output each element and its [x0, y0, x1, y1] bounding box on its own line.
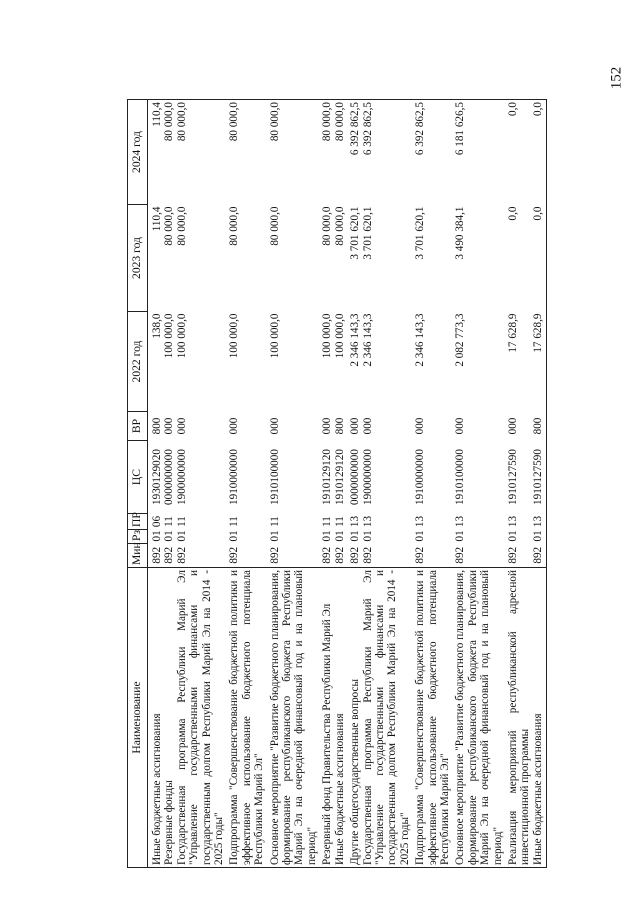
- cell-cs: 1910127590: [506, 449, 519, 505]
- cell-y2022: 100 000,0: [163, 313, 176, 359]
- table-row: [411, 100, 451, 868]
- cell-y2024: 0,0: [532, 100, 547, 205]
- cell-pr: 13: [361, 515, 374, 528]
- cell-cs: 0000000000: [349, 449, 362, 505]
- header-rz: Рз: [128, 530, 148, 544]
- cell-name: Основное мероприятие "Развитие бюджетного планирования, формирование республиканского бюджета Республики Марий Эл на очередной финансовый год и на плановый период": [266, 568, 319, 868]
- cell-pr: 11: [321, 516, 334, 527]
- cell-rz: 01: [506, 530, 519, 542]
- budget-table: [127, 99, 547, 868]
- cell-vr: 000: [163, 417, 176, 435]
- cell-y2023: 110,4: [151, 206, 163, 232]
- cell-name: Подпрограмма "Совершенствование бюджетной политики и эффективное использование бюджетного потенциала Республики Марий Эл": [225, 568, 265, 868]
- cell-y2024: 6 392 862,5: [362, 100, 412, 205]
- cell-y2023: 80 000,0: [228, 206, 241, 246]
- cell-y2022: 2 346 143,3: [349, 313, 362, 367]
- table-row: [176, 100, 226, 868]
- cell-name: Иные бюджетные ассигнования: [148, 568, 164, 868]
- rotated-table-container: [127, 100, 544, 868]
- cell-name: Резервные фонды: [163, 568, 175, 868]
- cell-vr: 000: [321, 417, 334, 435]
- header-2022: 2022 год: [128, 312, 148, 412]
- cell-y2023: 80 000,0: [163, 206, 176, 246]
- cell-vr: 000: [175, 417, 188, 435]
- table-row: [362, 100, 412, 868]
- cell-y2022: 100 000,0: [333, 313, 346, 359]
- cell-pr: 11: [228, 516, 241, 527]
- cell-min: 892: [361, 546, 374, 564]
- table-row: [504, 100, 532, 868]
- table-row: [148, 100, 164, 868]
- cell-vr: 800: [333, 417, 346, 435]
- table-row: [451, 100, 504, 868]
- cell-y2024: 80 000,0: [266, 100, 319, 205]
- cell-vr: 000: [228, 417, 241, 435]
- cell-vr: 000: [349, 417, 362, 435]
- cell-name: Иные бюджетные ассигнования: [532, 568, 547, 868]
- cell-y2022: 100 000,0: [228, 313, 241, 359]
- cell-pr: 13: [349, 515, 362, 528]
- cell-cs: 0000000000: [163, 449, 176, 505]
- cell-rz: 01: [163, 530, 176, 542]
- table-row: [163, 100, 175, 868]
- cell-rz: 01: [151, 530, 163, 542]
- cell-y2023: 3 701 620,1: [361, 206, 374, 260]
- cell-pr: 06: [151, 515, 163, 528]
- cell-y2024: 80 000,0: [318, 100, 333, 205]
- cell-rz: 01: [321, 530, 334, 542]
- cell-rz: 01: [333, 530, 346, 542]
- cell-pr: 13: [532, 514, 547, 530]
- header-name: Наименование: [128, 568, 148, 868]
- cell-rz: 01: [454, 530, 467, 542]
- cell-min: 892: [506, 546, 519, 564]
- cell-cs: 1910000000: [414, 449, 427, 505]
- cell-y2024: 80 000,0: [225, 100, 265, 205]
- cell-rz: 01: [361, 530, 374, 542]
- cell-y2022: 17 628,9: [532, 312, 547, 412]
- cell-name: Реализация мероприятий республиканской адресной инвестиционной программы: [504, 568, 532, 868]
- cell-y2022: 2 346 143,3: [414, 313, 427, 367]
- cell-y2023: 80 000,0: [333, 206, 346, 246]
- cell-y2023: 3 701 620,1: [349, 206, 362, 260]
- cell-y2022: 138,0: [151, 313, 163, 339]
- table-header-row: [128, 100, 148, 868]
- header-cs: ЦС: [128, 441, 148, 514]
- cell-cs: 1900000000: [361, 449, 374, 505]
- cell-min: 892: [454, 546, 467, 564]
- page-number: 152: [608, 66, 625, 90]
- cell-vr: 000: [268, 417, 281, 435]
- cell-rz: 01: [268, 530, 281, 542]
- cell-vr: 000: [454, 417, 467, 435]
- cell-vr: 000: [414, 417, 427, 435]
- cell-cs: 1900000000: [175, 449, 188, 505]
- cell-cs: 1910127590: [532, 441, 547, 514]
- cell-name: Государственная программа Республики Марий Эл "Управление государственными финансами и государственным долгом Республики Марий Эл на 2014 - 2025 годы": [362, 568, 412, 868]
- cell-min: 892: [414, 546, 427, 564]
- cell-min: 892: [333, 546, 346, 564]
- cell-y2024: 110,4: [148, 100, 164, 205]
- cell-cs: 1910129120: [321, 449, 334, 505]
- cell-cs: 1910129120: [333, 449, 346, 505]
- cell-pr: 11: [333, 516, 346, 527]
- cell-y2022: 2 346 143,3: [361, 313, 374, 367]
- cell-y2024: 6 392 862,5: [411, 100, 451, 205]
- cell-y2024: 6 181 626,5: [451, 100, 504, 205]
- cell-name: Резервный фонд Правительства Республики Марий Эл: [318, 568, 333, 868]
- cell-min: 892: [349, 546, 362, 564]
- cell-vr: 800: [532, 412, 547, 441]
- cell-min: 892: [321, 546, 334, 564]
- cell-y2023: 0,0: [532, 205, 547, 312]
- cell-y2024: 80 000,0: [163, 100, 175, 205]
- cell-pr: 13: [454, 515, 467, 528]
- table-row: [532, 100, 547, 868]
- cell-y2023: 80 000,0: [175, 206, 188, 246]
- cell-name: Государственная программа Республики Марий Эл "Управление государственными финансами и государственным долгом Республики Марий Эл на 2014 - 2025 годы": [176, 568, 226, 868]
- cell-rz: 01: [228, 530, 241, 542]
- cell-min: 892: [228, 546, 241, 564]
- cell-pr: 13: [414, 515, 427, 528]
- cell-y2024: 0,0: [504, 100, 532, 205]
- cell-y2022: 2 082 773,3: [454, 313, 467, 367]
- header-2023: 2023 год: [128, 205, 148, 312]
- cell-min: 892: [175, 546, 188, 564]
- cell-y2024: 80 000,0: [334, 100, 346, 205]
- cell-cs: 1910100000: [454, 449, 467, 505]
- cell-min: 892: [163, 546, 176, 564]
- header-min: Мин: [128, 544, 148, 568]
- cell-name: Другие общегосударственные вопросы: [346, 568, 361, 868]
- table-row: [225, 100, 265, 868]
- cell-cs: 1910100000: [268, 449, 281, 505]
- cell-pr: 13: [506, 515, 519, 528]
- table-row: [346, 100, 361, 868]
- cell-y2023: 80 000,0: [321, 206, 334, 246]
- cell-y2024: 6 392 862,5: [346, 100, 361, 205]
- cell-y2022: 100 000,0: [175, 313, 188, 359]
- cell-pr: 11: [175, 516, 188, 527]
- cell-vr: 800: [151, 417, 163, 435]
- cell-y2023: 3 490 384,1: [454, 206, 467, 260]
- cell-pr: 11: [163, 516, 176, 527]
- cell-y2023: 0,0: [506, 206, 519, 221]
- cell-rz: 01: [414, 530, 427, 542]
- cell-pr: 11: [268, 516, 281, 527]
- header-vr: ВР: [128, 412, 148, 441]
- cell-y2024: 80 000,0: [176, 100, 226, 205]
- cell-cs: 1910000000: [228, 449, 241, 505]
- cell-vr: 000: [506, 417, 519, 435]
- cell-y2023: 80 000,0: [268, 206, 281, 246]
- cell-min: 892: [532, 544, 547, 568]
- header-pr: ПР: [128, 514, 148, 530]
- cell-vr: 000: [361, 417, 374, 435]
- cell-y2022: 100 000,0: [268, 313, 281, 359]
- table-row: [266, 100, 319, 868]
- cell-rz: 01: [349, 530, 362, 542]
- cell-rz: 01: [175, 530, 188, 542]
- table-row: [334, 100, 346, 868]
- cell-name: Иные бюджетные ассигнования: [334, 568, 346, 868]
- cell-y2023: 3 701 620,1: [414, 206, 427, 260]
- cell-name: Подпрограмма "Совершенствование бюджетной политики и эффективное использование бюджетного потенциала Республики Марий Эл": [411, 568, 451, 868]
- cell-min: 892: [268, 546, 281, 564]
- table-row: [318, 100, 333, 868]
- cell-y2022: 100 000,0: [321, 313, 334, 359]
- cell-cs: 1930129020: [151, 449, 163, 505]
- cell-min: 892: [151, 546, 163, 564]
- cell-rz: 01: [532, 530, 547, 544]
- header-2024: 2024 год: [128, 100, 148, 205]
- cell-y2022: 17 628,9: [506, 313, 519, 353]
- cell-name: Основное мероприятие "Развитие бюджетного планирования, формирование республиканского бюджета Республики Марий Эл на очередной финансовый год и на плановый период": [451, 568, 504, 868]
